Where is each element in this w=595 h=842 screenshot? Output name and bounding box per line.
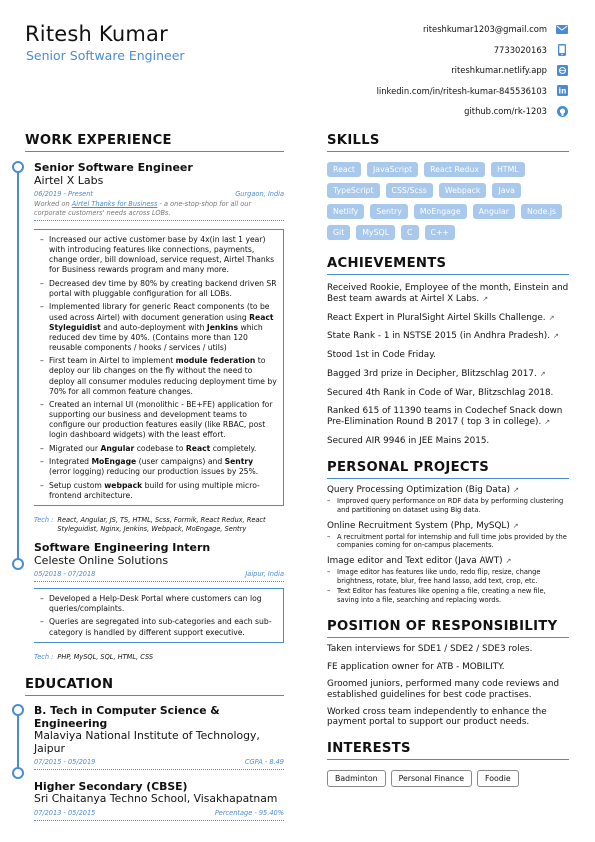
job-dates: 06/2019 - Present bbox=[34, 190, 93, 198]
job-meta bbox=[34, 190, 284, 198]
bullet-part: (error logging) reducing our production issues by 25%. bbox=[49, 467, 259, 477]
project-title bbox=[327, 485, 569, 495]
achievement-item bbox=[327, 388, 569, 399]
external-link-icon[interactable]: ↗ bbox=[513, 486, 519, 495]
job-desc-suffix: - a one-stop-shop for all our corporate customers' needs across LOBs. bbox=[34, 200, 252, 217]
bullet-part: Integrated bbox=[49, 457, 92, 467]
project-item bbox=[327, 485, 569, 514]
skill-tag: Netlify bbox=[327, 204, 364, 219]
job-bullet: – Developed a Help-Desk Portal where customers can log queries/complaints. bbox=[40, 594, 277, 614]
divider bbox=[34, 220, 284, 221]
external-link-icon[interactable]: ↗ bbox=[512, 521, 519, 530]
left-column bbox=[25, 133, 284, 821]
interest-tag: Foodie bbox=[477, 770, 519, 787]
achievement-text: Received Rookie, Employee of the month, Einstein and Best team awards at Airtel X Labs. bbox=[327, 282, 569, 304]
bullet-part: Migrated our bbox=[49, 443, 101, 453]
skills-list bbox=[327, 162, 569, 246]
job-entry bbox=[25, 161, 284, 534]
contact-phone-text[interactable]: 7733020163 bbox=[493, 44, 547, 55]
contact-website[interactable] bbox=[298, 60, 568, 81]
project-bullet: – Image editor has features like undo, redo flip, resize, change brightness, rotate, blur, free hand lasso, add text, crop, etc. bbox=[327, 568, 569, 585]
skill-tag: HTML bbox=[491, 162, 525, 177]
job-company: Airtel X Labs bbox=[34, 174, 104, 187]
bullet-part: completely. bbox=[210, 443, 257, 453]
skill-tag: MoEngage bbox=[414, 204, 467, 219]
bullet-part: build for using multiple micro-frontend architecture. bbox=[49, 480, 260, 501]
achievement-item bbox=[327, 283, 569, 305]
job-bullet: – Created an internal UI (monolithic - BE+FE) application for supporting our business and development teams to configure our production features easily (like RBAC, post login dashboard widgets) with the least effort. bbox=[40, 400, 277, 440]
responsibility-item: Groomed juniors, performed many code reviews and established guidelines for best code practises. bbox=[327, 678, 560, 700]
bullet-text: Increased our active customer base by 4x(in last 1 year) with introducing features like connections, payments, change order, bill download, service request, Airtel Thanks for Business rewards program and many more. bbox=[49, 235, 275, 275]
degree-title: Higher Secondary (CBSE) bbox=[34, 780, 188, 794]
bullet-bold: Angular bbox=[100, 443, 135, 453]
skill-tag: React Redux bbox=[424, 162, 485, 177]
school-name: Sri Chaitanya Techno School, Visakhapatnam bbox=[34, 792, 278, 806]
job-bullet: – Decreased dev time by 80% by creating backend driven SR portal with pluggable configuration for all LOBs. bbox=[40, 278, 277, 298]
education-heading: EDUCATION bbox=[25, 677, 284, 696]
achievements-heading: ACHIEVEMENTS bbox=[327, 256, 569, 275]
achievement-text: Secured AIR 9946 in JEE Mains 2015. bbox=[327, 436, 490, 447]
timeline-dot bbox=[12, 704, 24, 716]
job-tech bbox=[34, 516, 284, 534]
job-dates: 05/2018 - 07/2018 bbox=[34, 569, 96, 578]
candidate-name: Ritesh Kumar bbox=[25, 22, 168, 46]
timeline-dot bbox=[12, 161, 24, 173]
contact-github[interactable] bbox=[298, 101, 568, 122]
linkedin-icon bbox=[556, 85, 568, 97]
skill-tag: CSS/Scss bbox=[386, 183, 433, 198]
achievement-item bbox=[327, 436, 569, 447]
bullet-part: Setup custom bbox=[49, 480, 105, 490]
tech-list: PHP, MySQL, SQL, HTML, CSS bbox=[57, 652, 154, 661]
bullet-bold: React Styleguidist bbox=[49, 312, 274, 332]
achievement-text: Ranked 615 of 11390 teams in Codechef Snack down Pre-Elimination Round B 2017 ( top 3 in college). bbox=[327, 406, 563, 428]
education-score: CGPA - 8.49 bbox=[244, 758, 284, 767]
contact-phone[interactable] bbox=[298, 40, 568, 61]
education-dates: 07/2015 - 05/2019 bbox=[34, 758, 96, 767]
achievement-item bbox=[327, 406, 569, 428]
timeline-dot bbox=[12, 558, 24, 570]
skill-tag: Git bbox=[327, 225, 350, 240]
project-bullet-text: Improved query performance on RDF data by performing clustering and partitioning on dataset using Big data. bbox=[337, 497, 564, 514]
achievement-item bbox=[327, 350, 569, 361]
responsibility-item: FE application owner for ATB - MOBILITY. bbox=[327, 661, 505, 672]
project-bullet-text: A recruitment portal for internship and full time jobs provided by the companies coming for on-campus placements. bbox=[337, 532, 567, 550]
timeline-line bbox=[17, 167, 19, 569]
project-bullet: – Improved query performance on RDF data by performing clustering and partitioning on dataset using Big data. bbox=[327, 497, 569, 514]
github-icon bbox=[556, 105, 568, 117]
skill-tag: TypeScript bbox=[327, 183, 380, 198]
tech-label: Tech : bbox=[34, 516, 54, 525]
job-bullet: – Integrated MoEngage (user campaigns) and Sentry (error logging) reducing our production issues by 25%. bbox=[40, 457, 277, 477]
responsibility-item: Taken interviews for SDE1 / SDE2 / SDE3 roles. bbox=[327, 644, 533, 655]
svg-text:in: in bbox=[558, 86, 566, 96]
bullet-part: First team in Airtel to implement bbox=[49, 356, 176, 366]
job-location: Jaipur, India bbox=[245, 569, 284, 578]
bullet-text: Decreased dev time by 80% by creating backend driven SR portal with pluggable configuration for all LOBs. bbox=[49, 278, 277, 298]
project-bullet: – Text Editor has features like opening a file, creating a new file, saving into a file, searching and replacing words. bbox=[327, 587, 569, 604]
achievement-text: State Rank - 1 in NSTSE 2015 (in Andhra Pradesh). bbox=[327, 331, 551, 342]
external-link-icon[interactable]: ↗ bbox=[548, 313, 555, 322]
contact-email[interactable] bbox=[298, 19, 568, 40]
achievement-text: Secured 4th Rank in Code of War, Blitzschlag 2018. bbox=[327, 387, 554, 398]
achievement-item bbox=[327, 369, 569, 380]
project-title bbox=[327, 556, 569, 566]
bullet-bold: React bbox=[185, 443, 211, 453]
skill-tag: React bbox=[327, 162, 361, 177]
skill-tag: Sentry bbox=[370, 204, 408, 219]
job-bullet: – Setup custom webpack build for using multiple micro-frontend architecture. bbox=[40, 481, 277, 501]
job-bullets bbox=[34, 229, 284, 506]
job-location: Gurgaon, India bbox=[235, 190, 284, 198]
external-link-icon[interactable]: ↗ bbox=[553, 332, 559, 341]
job-title: Senior Software Engineer bbox=[34, 161, 193, 174]
bullet-text bbox=[49, 457, 277, 477]
tech-label: Tech : bbox=[34, 652, 54, 661]
work-experience-heading: WORK EXPERIENCE bbox=[25, 133, 284, 152]
skills-heading: SKILLS bbox=[327, 133, 569, 152]
education-meta bbox=[34, 809, 284, 817]
interests-heading: INTERESTS bbox=[327, 741, 569, 760]
skill-tag: MySQL bbox=[356, 225, 395, 240]
external-link-icon[interactable]: ↗ bbox=[539, 369, 546, 378]
bullet-bold: Sentry bbox=[224, 457, 254, 467]
skill-tag: Node.js bbox=[521, 204, 562, 219]
project-title-text: Query Processing Optimization (Big Data) bbox=[327, 485, 511, 496]
divider bbox=[34, 769, 284, 770]
bullet-text: Queries are segregated into sub-categories and each sub-category is handled by different support executive. bbox=[49, 617, 272, 637]
education-entry bbox=[25, 704, 284, 771]
contact-linkedin[interactable] bbox=[298, 81, 568, 102]
job-bullet: – Migrated our Angular codebase to React completely. bbox=[40, 443, 257, 453]
bullet-part: which reduced dev time by 40%. (Contains more than 120 reusable components / hooks / services / utils) bbox=[49, 322, 263, 352]
interest-tag: Badminton bbox=[327, 770, 386, 787]
interest-tag: Personal Finance bbox=[391, 770, 472, 787]
education-entry bbox=[25, 780, 284, 821]
bullet-part: to deploy our lib changes on the fly without the need to deploy all consumer modules reducing deployment time by 70% for all common feature changes. bbox=[49, 356, 277, 396]
bullet-text: Developed a Help-Desk Portal where customers can log queries/complaints. bbox=[49, 593, 262, 613]
bullet-text bbox=[49, 481, 277, 501]
website-icon bbox=[556, 64, 568, 76]
responsibility-heading: POSITION OF RESPONSIBILITY bbox=[327, 619, 569, 638]
skill-tag: C++ bbox=[425, 225, 456, 240]
project-title-text: Online Recruitment System (Php, MySQL) bbox=[327, 520, 510, 531]
work-timeline bbox=[25, 161, 284, 662]
bullet-part: and auto-deployment with bbox=[100, 322, 207, 332]
tech-list: React, Angular, JS, TS, HTML, Scss, Formik, React Redux, React Styleguidist, Nginx, Jenkins, Webpack, MoEngage, Sentry bbox=[57, 516, 266, 533]
responsibility-item: Worked cross team independently to enhance the payment portal to support our product needs. bbox=[327, 706, 547, 728]
email-icon bbox=[556, 23, 568, 35]
projects-list bbox=[327, 485, 569, 605]
job-bullet: – Increased our active customer base by 4x(in last 1 year) with introducing features like connections, payments, change order, bill download, service request, Airtel Thanks for Business rewards program and many more. bbox=[40, 235, 277, 275]
airtel-thanks-link[interactable]: Airtel Thanks for Business bbox=[71, 200, 158, 208]
achievements-list bbox=[327, 283, 569, 447]
timeline-dot bbox=[12, 767, 24, 779]
interests-list bbox=[327, 770, 569, 787]
skill-tag: C bbox=[401, 225, 418, 240]
skill-tag: JavaScript bbox=[367, 162, 418, 177]
project-title bbox=[327, 521, 569, 531]
job-tech bbox=[34, 653, 284, 662]
skill-tag: Angular bbox=[473, 204, 515, 219]
candidate-title: Senior Software Engineer bbox=[26, 48, 185, 63]
bullet-bold: MoEngage bbox=[91, 457, 137, 467]
job-bullets bbox=[34, 588, 284, 643]
right-column bbox=[327, 133, 569, 787]
project-bullet-text: Text Editor has features like opening a file, creating a new file, saving into a file, searching and replacing words. bbox=[337, 587, 546, 605]
responsibility-list bbox=[327, 644, 569, 728]
achievement-item bbox=[327, 313, 569, 324]
achievement-text: Bagged 3rd prize in Decipher, Blitzschlag 2017. bbox=[327, 368, 537, 379]
job-meta bbox=[34, 570, 284, 578]
school-name: Malaviya National Institute of Technology, Jaipur bbox=[34, 728, 260, 755]
timeline-line bbox=[17, 710, 19, 772]
achievement-text: Stood 1st in Code Friday. bbox=[327, 350, 436, 361]
project-bullet: – A recruitment portal for internship and full time jobs provided by the companies coming for on-campus placements. bbox=[327, 533, 569, 550]
achievement-text: React Expert in PluralSight Airtel Skills Challenge. bbox=[327, 312, 546, 323]
divider bbox=[34, 581, 284, 582]
bullet-bold: webpack bbox=[104, 480, 143, 490]
bullet-text bbox=[49, 444, 256, 454]
project-bullet-text: Image editor has features like undo, redo flip, resize, change brightness, rotate, blur, free hand lasso, add text, crop, etc. bbox=[337, 568, 541, 585]
education-timeline bbox=[25, 704, 284, 822]
achievement-item bbox=[327, 331, 569, 342]
projects-heading: PERSONAL PROJECTS bbox=[327, 460, 569, 479]
bullet-bold: module federation bbox=[175, 356, 256, 366]
contact-list bbox=[298, 19, 568, 122]
bullet-part: (user campaigns) and bbox=[136, 457, 225, 467]
job-company: Celeste Online Solutions bbox=[34, 553, 169, 567]
education-dates: 07/2013 - 05/2015 bbox=[34, 809, 96, 818]
skill-tag: Java bbox=[492, 183, 520, 198]
job-bullet: – First team in Airtel to implement module federation to deploy our lib changes on the fly without the need to deploy all consumer modules reducing deployment time by 70% for all common feature changes. bbox=[40, 356, 277, 396]
external-link-icon[interactable]: ↗ bbox=[482, 294, 489, 303]
bullet-bold: Jenkins bbox=[206, 322, 239, 332]
contact-website-text[interactable]: riteshkumar.netlify.app bbox=[451, 65, 547, 76]
project-item bbox=[327, 556, 569, 605]
contact-github-text[interactable]: github.com/rk-1203 bbox=[464, 106, 547, 117]
bullet-text bbox=[49, 302, 277, 352]
divider bbox=[34, 820, 284, 821]
job-entry bbox=[25, 541, 284, 662]
external-link-icon[interactable]: ↗ bbox=[544, 418, 551, 427]
bullet-text bbox=[49, 356, 277, 396]
job-bullet: – Implemented library for generic React components (to be used across Airtel) with document generation using React Styleguidist and auto-deployment with Jenkins which reduced dev time by 40%. (Contains more than 120 reusable components / hooks / services / utils) bbox=[40, 302, 277, 352]
project-title-text: Image editor and Text editor (Java AWT) bbox=[327, 556, 503, 567]
education-meta bbox=[34, 758, 284, 766]
contact-linkedin-text[interactable]: linkedin.com/in/ritesh-kumar-845536103 bbox=[376, 85, 547, 96]
education-score: Percentage - 95.40% bbox=[214, 809, 284, 818]
job-desc-prefix: Worked on bbox=[34, 200, 70, 208]
job-bullet: – Queries are segregated into sub-categories and each sub-category is handled by different support executive. bbox=[40, 617, 277, 637]
phone-icon bbox=[556, 44, 568, 56]
project-item bbox=[327, 521, 569, 550]
job-title: Software Engineering Intern bbox=[34, 540, 211, 554]
external-link-icon[interactable]: ↗ bbox=[505, 557, 512, 566]
bullet-part: Implemented library for generic React components (to be used across Airtel) with document generation using bbox=[49, 302, 270, 322]
contact-email-text[interactable]: riteshkumar1203@gmail.com bbox=[422, 24, 547, 35]
skill-tag: Webpack bbox=[439, 183, 487, 198]
job-description bbox=[34, 200, 284, 217]
bullet-text: Created an internal UI (monolithic - BE+FE) application for supporting our business and development teams to configure our production features easily (like RBAC, post login dashboard widgets) with the least effort. bbox=[49, 400, 273, 440]
degree-title: B. Tech in Computer Science & Engineering bbox=[34, 703, 220, 730]
bullet-part: codebase to bbox=[134, 443, 186, 453]
